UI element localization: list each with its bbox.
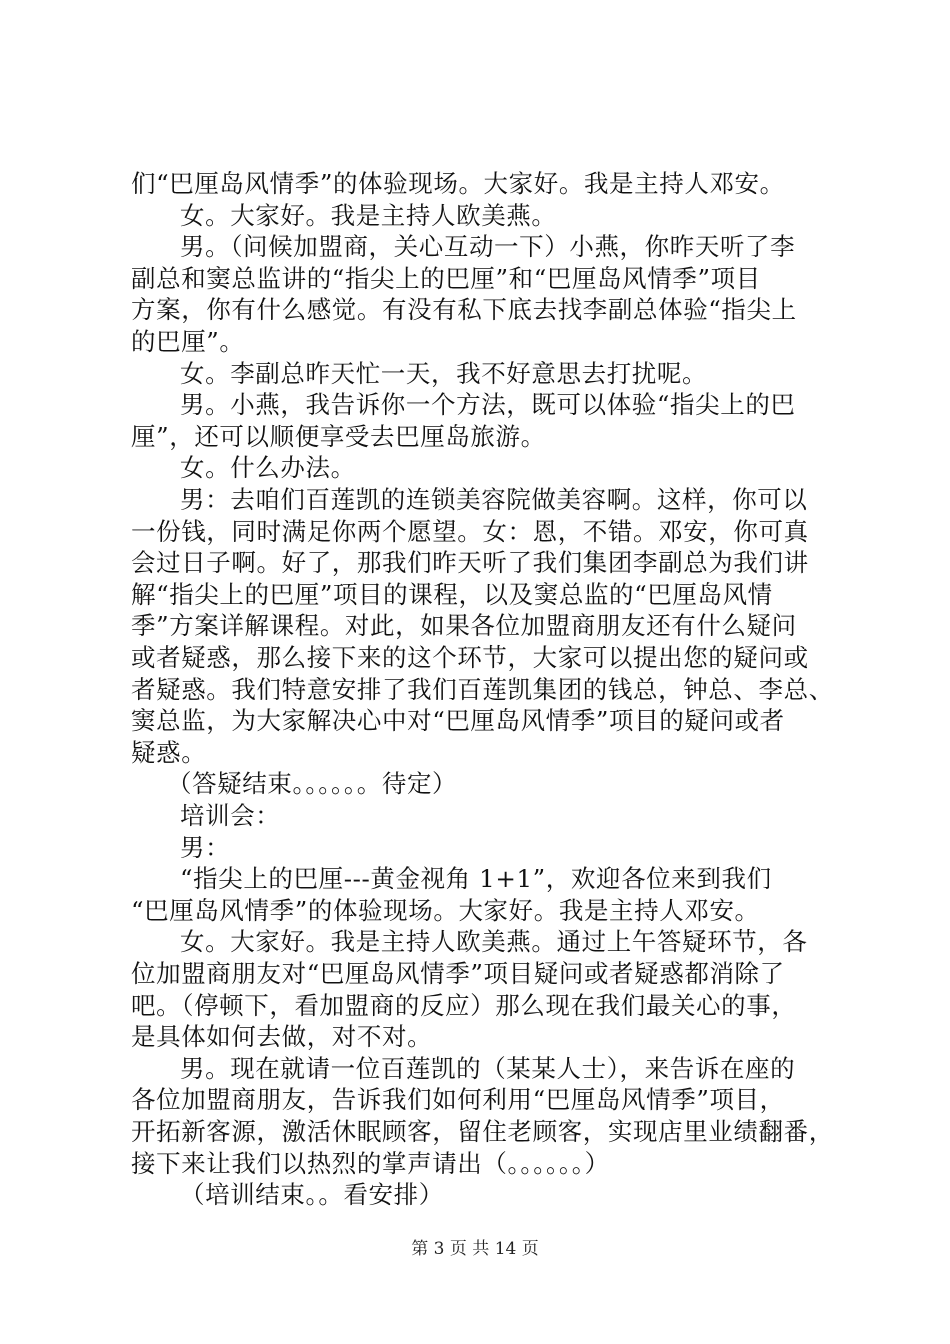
text-line: 男。小燕，我告诉你一个方法，既可以体验“指尖上的巴 <box>180 390 796 420</box>
text-line: 窦总监，为大家解决心中对“巴厘岛风情季”项目的疑问或者 <box>131 706 785 736</box>
text-line: 男： <box>180 832 231 862</box>
text-line: 女。什么办法。 <box>180 453 356 483</box>
text-line: 位加盟商朋友对“巴厘岛风情季”项目疑问或者疑惑都消除了 <box>131 959 785 988</box>
text-line: “指尖上的巴厘---黄金视角 1+1”，欢迎各位来到我们 <box>180 864 772 894</box>
text-line: 各位加盟商朋友，告诉我们如何利用“巴厘岛风情季”项目， <box>131 1085 785 1115</box>
text-line: 副总和窦总监讲的“指尖上的巴厘”和“巴厘岛风情季”项目 <box>131 263 761 293</box>
text-line: 厘”，还可以顺便享受去巴厘岛旅游。 <box>131 421 546 451</box>
text-line: 会过日子啊。好了，那我们昨天听了我们集团李副总为我们讲 <box>131 548 809 578</box>
text-line: 开拓新客源，激活休眠顾客，留住老顾客，实现店里业绩翻番， <box>131 1117 834 1146</box>
text-line: 培训会： <box>180 801 281 830</box>
text-line: 方案，你有什么感觉。有没有私下底去找李副总体验“指尖上 <box>131 295 797 325</box>
text-line: 是具体如何去做，对不对。 <box>131 1022 433 1052</box>
text-line: 吧。（停顿下，看加盟商的反应）那么现在我们最关心的事， <box>131 990 797 1020</box>
text-line: 疑惑。 <box>131 737 207 767</box>
text-line: 们“巴厘岛风情季”的体验现场。大家好。我是主持人邓安。 <box>131 169 785 198</box>
text-line: 女。大家好。我是主持人欧美燕。通过上午答疑环节，各 <box>180 927 808 957</box>
text-line: 男。（问候加盟商，关心互动一下）小燕，你昨天听了李 <box>180 232 796 262</box>
text-line: （培训结束。。看安排） <box>180 1180 444 1210</box>
text-line: 者疑惑。我们特意安排了我们百莲凯集团的钱总，钟总、李总、 <box>131 674 834 704</box>
text-line: “巴厘岛风情季”的体验现场。大家好。我是主持人邓安。 <box>131 895 760 925</box>
text-line: 接下来让我们以热烈的掌声请出（。。。。。。） <box>131 1148 610 1178</box>
text-line: （答疑结束。。。。。。待定） <box>167 769 458 799</box>
text-line: 的巴厘”。 <box>131 327 245 356</box>
page-footer: 第 3 页 共 14 页 <box>411 1239 539 1259</box>
text-line: 季”方案详解课程。对此，如果各位加盟商朋友还有什么疑问 <box>131 611 797 641</box>
text-line: 男。现在就请一位百莲凯的（某某人士），来告诉在座的 <box>180 1053 796 1083</box>
text-line: 女。李副总昨天忙一天，我不好意思去打扰呢。 <box>180 358 708 388</box>
text-line: 男：去咱们百莲凯的连锁美容院做美容啊。这样，你可以 <box>180 485 808 514</box>
text-line: 或者疑惑，那么接下来的这个环节，大家可以提出您的疑问或 <box>131 643 809 672</box>
text-line: 女。大家好。我是主持人欧美燕。 <box>180 200 557 230</box>
text-line: 一份钱，同时满足你两个愿望。女：恩，不错。邓安，你可真 <box>131 516 809 546</box>
text-line: 解“指尖上的巴厘”项目的课程，以及窦总监的“巴厘岛风情 <box>131 579 773 609</box>
